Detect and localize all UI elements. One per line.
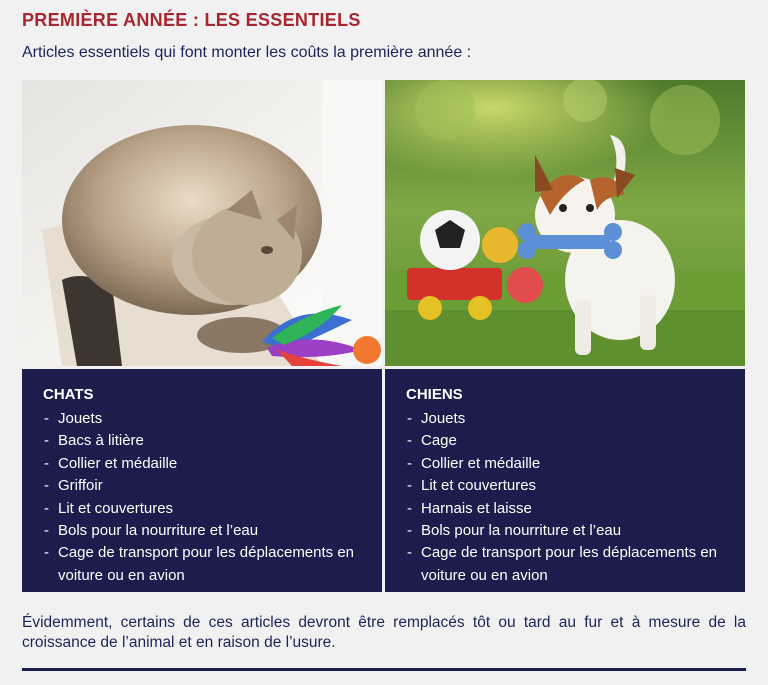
bottom-divider [22, 668, 746, 671]
list-item: - Lit et couvertures [43, 498, 372, 520]
dogs-panel [385, 369, 745, 592]
dog-illustration [385, 80, 745, 366]
list-item: - Jouets [406, 408, 735, 430]
cat-illustration [22, 80, 382, 366]
dogs-list [406, 408, 735, 587]
list-item: - Cage de transport pour les déplacements en voiture ou en avion [43, 542, 372, 587]
list-item: - Bols pour la nourriture et l’eau [43, 520, 372, 542]
list-item: - Lit et couvertures [406, 475, 735, 497]
cats-column [22, 80, 382, 592]
dogs-title: CHIENS [406, 386, 463, 403]
list-item: - Collier et médaille [406, 453, 735, 475]
cat-photo [22, 80, 382, 366]
page-title: PREMIÈRE ANNÉE : LES ESSENTIELS [22, 10, 361, 30]
cats-panel [22, 369, 382, 592]
list-item: - Collier et médaille [43, 453, 372, 475]
intro-text: Articles essentiels qui font monter les coûts la première année : [22, 44, 472, 61]
footer-note: Évidemment, certains de ces articles devront être remplacés tôt ou tard au fur et à mesure de la croissance de l’animal et en raison de l’usure. [22, 614, 746, 651]
list-item: - Jouets [43, 408, 372, 430]
cats-title: CHATS [43, 386, 94, 403]
list-item: - Bacs à litière [43, 430, 372, 452]
list-item: - Cage de transport pour les déplacements en voiture ou en avion [406, 542, 735, 587]
list-item: - Bols pour la nourriture et l’eau [406, 520, 735, 542]
cats-list [43, 408, 372, 587]
dogs-column [385, 80, 745, 592]
list-item: - Harnais et laisse [406, 498, 735, 520]
dog-photo [385, 80, 745, 366]
list-item: - Griffoir [43, 475, 372, 497]
list-item: - Cage [406, 430, 735, 452]
